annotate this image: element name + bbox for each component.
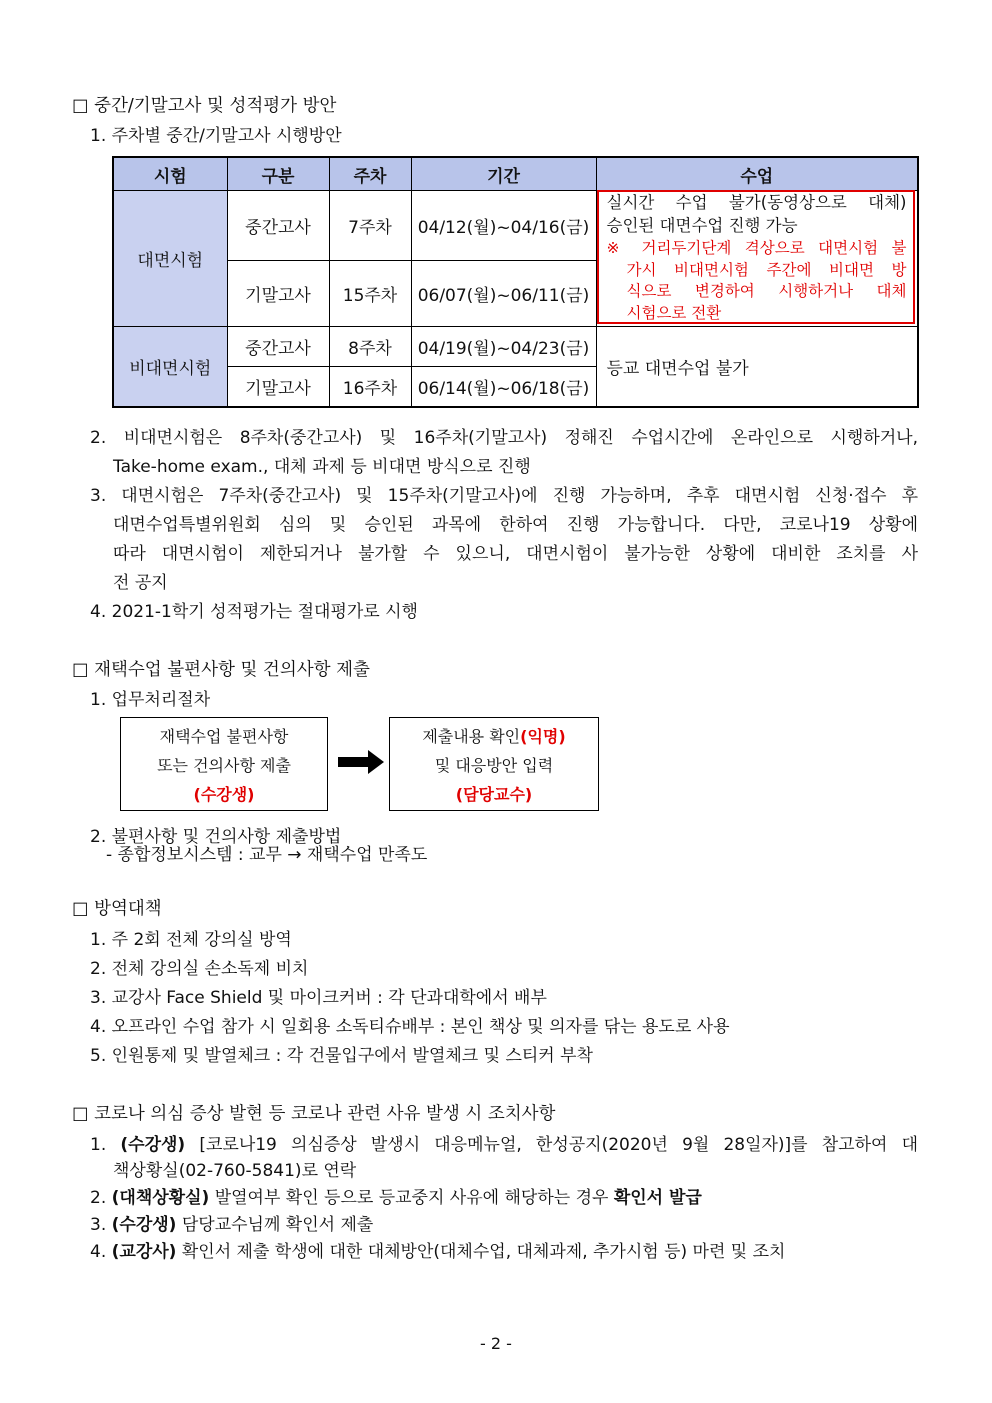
item-3-line: 따라 대면시험이 제한되거나 불가할 수 있으니, 대면시험이 불가능한 상황에 대비한 조치를 사 xyxy=(113,544,918,564)
row-week: 15주차 xyxy=(329,260,411,326)
item-text: 발열여부 확인 등으로 등교중지 사유에 해당하는 경우 xyxy=(209,1188,614,1208)
action-item-2 xyxy=(90,1183,702,1208)
note-highlight-box xyxy=(597,190,915,324)
col-header-class: 수업 xyxy=(596,157,918,191)
row-week: 8주차 xyxy=(329,326,411,366)
process-heading: 1. 업무처리절차 xyxy=(90,690,211,710)
list-item: 1. 주 2회 전체 강의실 방역 xyxy=(90,930,292,950)
list-item: 3. 교강사 Face Shield 및 마이크커버 : 각 단과대학에서 배부 xyxy=(90,988,547,1008)
student-submit-box xyxy=(120,717,328,811)
online-class-cell: 등교 대면수업 불가 xyxy=(596,326,918,407)
section-title-covid-actions: □ 코로나 의심 증상 발현 등 코로나 관련 사유 발생 시 조치사항 xyxy=(72,1104,556,1124)
item-text: 확인서 제출 학생에 대한 대체방안(대체수업, 대체과제, 추가시험 등) 마련 및 조치 xyxy=(176,1242,786,1262)
action-item-3 xyxy=(90,1210,373,1235)
item-2-line: 2. 비대면시험은 8주차(중간고사) 및 16주차(기말고사) 정해진 수업시간에 온라인으로 시행하거나, xyxy=(90,428,918,448)
online-exam-label: 비대면시험 xyxy=(113,326,227,407)
row-period: 06/14(월)~06/18(금) xyxy=(411,367,596,407)
role-tag: (교강사) xyxy=(111,1242,177,1262)
arrow-right-icon xyxy=(338,750,384,774)
col-header-type: 구분 xyxy=(227,157,329,191)
item-num: 1. xyxy=(90,1135,107,1155)
certificate-tag: 확인서 발급 xyxy=(613,1188,702,1208)
box-line: 및 대응방안 입력 xyxy=(434,756,554,775)
section-title-exams: □ 중간/기말고사 및 성적평가 방안 xyxy=(72,96,337,116)
item-num: 3. xyxy=(90,1215,107,1235)
note-line: ※ 거리두기단계 격상으로 대면시험 불 xyxy=(606,239,907,258)
offline-exam-label: 대면시험 xyxy=(113,191,227,327)
professor-response-box xyxy=(389,717,599,811)
col-header-period: 기간 xyxy=(411,157,596,191)
anonymous-tag: (익명) xyxy=(520,727,566,746)
role-tag: (대책상황실) xyxy=(111,1188,210,1208)
item-num: 2. xyxy=(90,1188,107,1208)
section-title-quarantine: □ 방역대책 xyxy=(72,899,162,919)
box-line xyxy=(390,722,598,751)
row-period: 04/19(월)~04/23(금) xyxy=(411,326,596,366)
item-3-line: 전 공지 xyxy=(113,573,168,593)
row-week: 16주차 xyxy=(329,367,411,407)
list-item: 5. 인원통제 및 발열체크 : 각 건물입구에서 발열체크 및 스티커 부착 xyxy=(90,1046,593,1066)
row-type: 중간고사 xyxy=(227,326,329,366)
action-item-1-cont: 책상황실(02-760-5841)로 연락 xyxy=(113,1161,357,1181)
submit-method-heading: 2. 불편사항 및 건의사항 제출방법 xyxy=(90,827,342,847)
note-line: 식으로 변경하여 시행하거나 대체 xyxy=(626,282,907,301)
note-line: 시험으로 전환 xyxy=(626,303,722,322)
col-header-exam: 시험 xyxy=(113,157,227,191)
item-2-line: Take-home exam., 대체 과제 등 비대면 방식으로 진행 xyxy=(113,457,531,477)
exam-plan-heading: 1. 주차별 중간/기말고사 시행방안 xyxy=(90,126,342,146)
offline-class-line: 승인된 대면수업 진행 가능 xyxy=(606,216,798,236)
item-3-line: 3. 대면시험은 7주차(중간고사) 및 15주차(기말고사)에 진행 가능하며, 추후 대면시험 신청·접수 후 xyxy=(90,486,918,506)
row-type: 기말고사 xyxy=(227,260,329,326)
item-4-line: 4. 2021-1학기 성적평가는 절대평가로 시행 xyxy=(90,602,418,622)
list-item: 4. 오프라인 수업 참가 시 일회용 소독티슈배부 : 본인 책상 및 의자를 닦는 용도로 사용 xyxy=(90,1017,730,1037)
role-tag: (수강생) xyxy=(120,1135,186,1155)
action-item-4 xyxy=(90,1237,785,1262)
item-text: [코로나19 의심증상 발생시 대응메뉴얼, 한성공지(2020년 9월 28일자)]를 참고하여 대 xyxy=(185,1135,919,1155)
col-header-week: 주차 xyxy=(329,157,411,191)
offline-class-line: 실시간 수업 불가(동영상으로 대체) xyxy=(606,193,907,213)
box-line: 재택수업 불편사항 xyxy=(159,727,289,746)
role-tag: (수강생) xyxy=(111,1215,177,1235)
box-line: 또는 건의사항 제출 xyxy=(157,756,291,775)
note-line: 가시 비대면시험 주간에 비대면 방 xyxy=(626,260,907,279)
box-role: (수강생) xyxy=(193,785,255,804)
row-type: 기말고사 xyxy=(227,367,329,407)
submit-method-detail: - 종합정보시스템 : 교무 → 재택수업 만족도 xyxy=(106,845,428,865)
box-text: 제출내용 확인 xyxy=(422,727,521,746)
row-week: 7주차 xyxy=(329,191,411,260)
box-role: (담당교수) xyxy=(455,785,533,804)
action-item-1 xyxy=(90,1130,918,1155)
row-period: 04/12(월)~04/16(금) xyxy=(411,191,596,260)
row-type: 중간고사 xyxy=(227,191,329,260)
page-number: - 2 - xyxy=(480,1334,512,1353)
item-text: 담당교수님께 확인서 제출 xyxy=(176,1215,374,1235)
list-item: 2. 전체 강의실 손소독제 비치 xyxy=(90,959,309,979)
section-title-complaints: □ 재택수업 불편사항 및 건의사항 제출 xyxy=(72,660,370,680)
item-num: 4. xyxy=(90,1242,107,1262)
row-period: 06/07(월)~06/11(금) xyxy=(411,260,596,326)
table-row xyxy=(113,326,918,366)
item-3-line: 대면수업특별위원회 심의 및 승인된 과목에 한하여 진행 가능합니다. 다만, 코로나19 상황에 xyxy=(113,515,918,535)
